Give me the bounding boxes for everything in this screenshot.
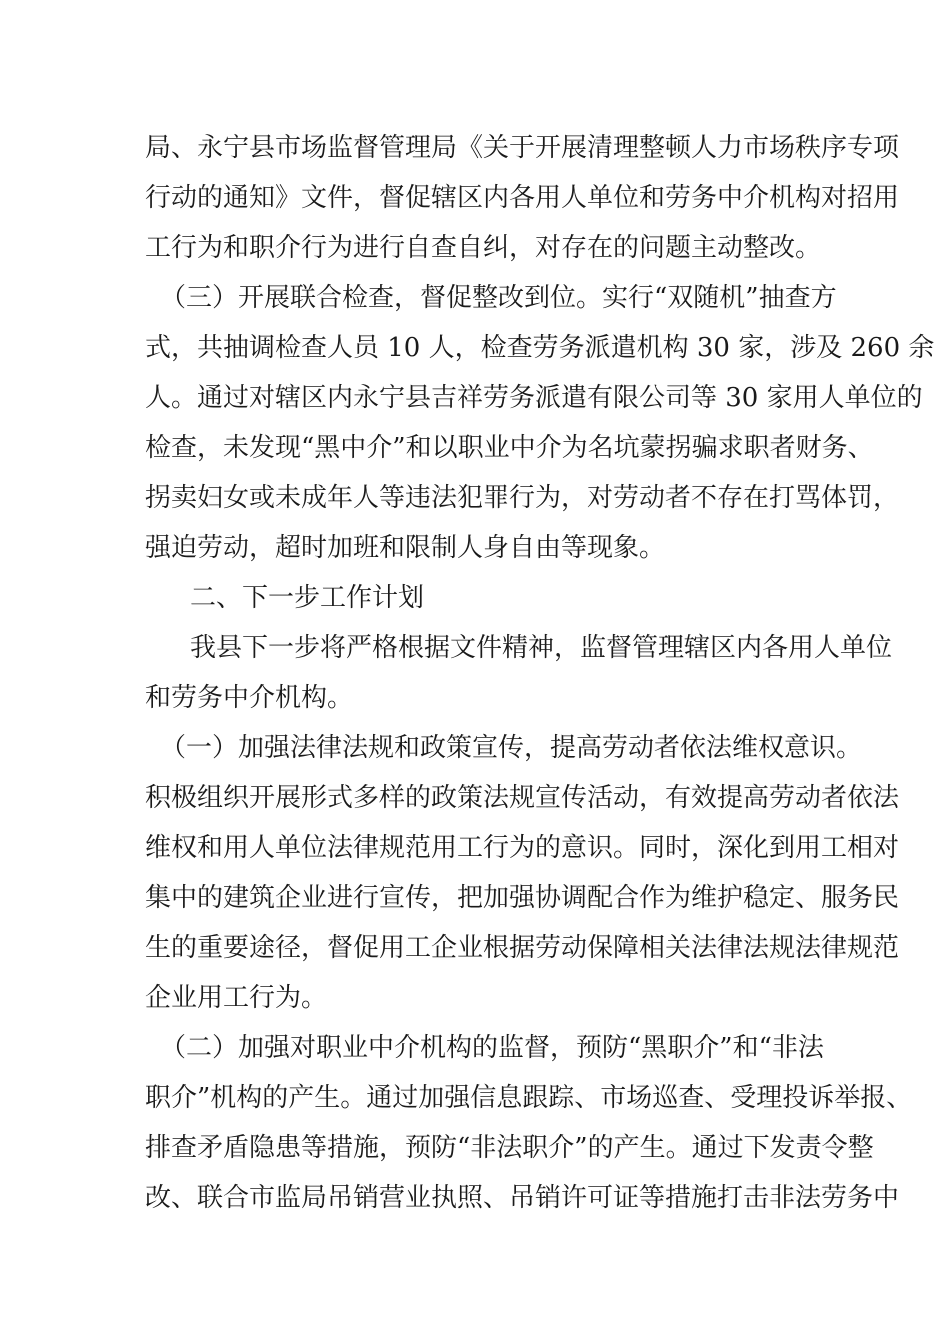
body-text-line: 强迫劳动，超时加班和限制人身自由等现象。	[145, 533, 666, 563]
body-text-line: 工行为和职介行为进行自查自纠，对存在的问题主动整改。	[145, 233, 822, 263]
section-heading-next-plan: 二、下一步工作计划	[190, 583, 425, 613]
body-text-line: 积极组织开展形式多样的政策法规宣传活动，有效提高劳动者依法	[145, 783, 900, 813]
body-text-line: 式，共抽调检查人员 10 人，检查劳务派遣机构 30 家，涉及 260 余	[145, 333, 935, 363]
body-text-line: 我县下一步将严格根据文件精神，监督管理辖区内各用人单位	[190, 633, 893, 663]
body-text-line: 和劳务中介机构。	[145, 683, 354, 713]
section-3-heading-line: （三）开展联合检查，督促整改到位。实行“双随机”抽查方	[160, 283, 837, 313]
body-text-line: 企业用工行为。	[145, 983, 328, 1013]
body-text-line: 局、永宁县市场监督管理局《关于开展清理整顿人力市场秩序专项	[145, 133, 900, 163]
body-text-line: 集中的建筑企业进行宣传，把加强协调配合作为维护稳定、服务民	[145, 883, 900, 913]
subsection-1-heading-line: （一）加强法律法规和政策宣传，提高劳动者依法维权意识。	[160, 733, 863, 763]
body-text-line: 拐卖妇女或未成年人等违法犯罪行为，对劳动者不存在打骂体罚，	[145, 483, 900, 513]
body-text-line: 排查矛盾隐患等措施，预防“非法职介”的产生。通过下发责令整	[145, 1133, 874, 1163]
body-text-line: 检查，未发现“黑中介”和以职业中介为名坑蒙拐骗求职者财务、	[145, 433, 874, 463]
body-text-line: 人。通过对辖区内永宁县吉祥劳务派遣有限公司等 30 家用人单位的	[145, 383, 923, 413]
body-text-line: 行动的通知》文件，督促辖区内各用人单位和劳务中介机构对招用	[145, 183, 900, 213]
body-text-line: 维权和用人单位法律规范用工行为的意识。同时，深化到用工相对	[145, 833, 900, 863]
body-text-line: 职介”机构的产生。通过加强信息跟踪、市场巡查、受理投诉举报、	[145, 1083, 913, 1113]
subsection-2-heading-line: （二）加强对职业中介机构的监督，预防“黑职介”和“非法	[160, 1033, 824, 1063]
body-text-line: 生的重要途径，督促用工企业根据劳动保障相关法律法规法律规范	[145, 933, 900, 963]
body-text-line: 改、联合市监局吊销营业执照、吊销许可证等措施打击非法劳务中	[145, 1183, 900, 1213]
